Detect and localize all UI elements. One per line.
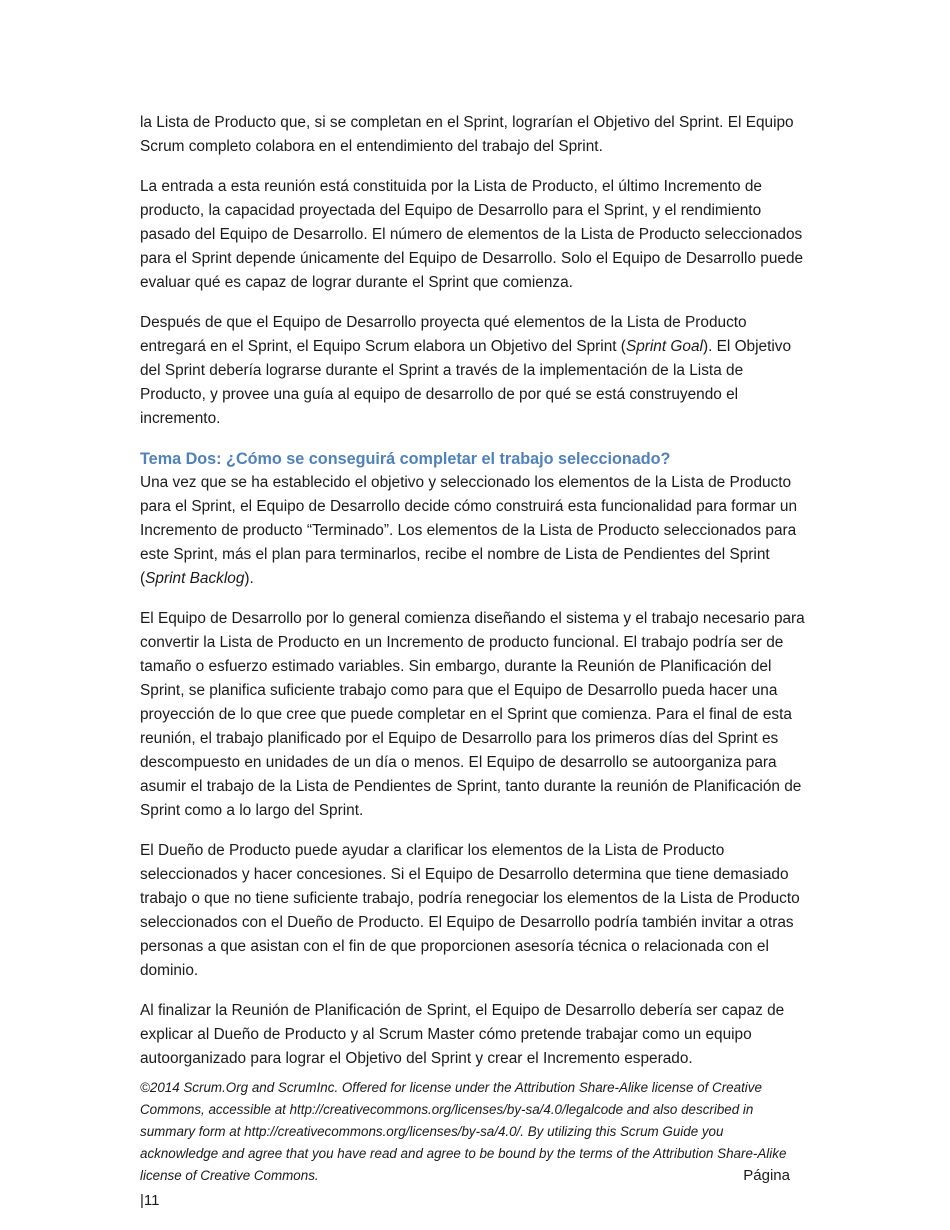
paragraph-7: Al finalizar la Reunión de Planificación de Sprint, el Equipo de Desarrollo debería ser capaz de explicar al Dueño de Producto y al Scrum Master cómo pretende trabajar como un equipo autoorganizado para lograr el Objetivo del Sprint y crear el Incremento esperado. <box>140 1002 785 1067</box>
page-number: |11 <box>140 1192 160 1209</box>
paragraph-3-text-b: ). El Objetivo del Sprint debería lograrse durante el Sprint a través de la implementación de la Lista de Producto, y provee una guía al equipo de desarrollo de por qué se está construyendo el incremento. <box>140 338 792 427</box>
page-label: Página <box>743 1167 790 1184</box>
paragraph-6: El Dueño de Producto puede ayudar a clarificar los elementos de la Lista de Producto seleccionados y hacer concesiones. Si el Equipo de Desarrollo determina que tiene demasiado trabajo o que no tiene suficiente trabajo, podría renegociar los elementos de la Lista de Producto seleccionados con el Dueño de Producto. El Equipo de Desarrollo podría también invitar a otras personas a que asistan con el fin de que proporcionen asesoría técnica o relacionada con el dominio. <box>140 842 800 979</box>
paragraph-1: la Lista de Producto que, si se completan en el Sprint, lograrían el Objetivo del Sprint. El Equipo Scrum completo colabora en el entendimiento del trabajo del Sprint. <box>140 114 794 155</box>
paragraph-4-emphasis: Sprint Backlog <box>145 570 245 587</box>
section-heading: Tema Dos: ¿Cómo se conseguirá completar el trabajo seleccionado? <box>140 450 671 468</box>
paragraph-5: El Equipo de Desarrollo por lo general comienza diseñando el sistema y el trabajo necesario para convertir la Lista de Producto en un Incremento de producto funcional. El trabajo podría ser de tamaño o esfuerzo estimado variables. Sin embargo, durante la Reunión de Planificación del Sprint, se planifica suficiente trabajo como para que el Equipo de Desarrollo pueda hacer una proyección de lo que cree que puede completar en el Sprint que comienza. Para el final de esta reunión, el trabajo planificado por el Equipo de Desarrollo para los primeros días del Sprint es descompuesto en unidades de un día o menos. El Equipo de desarrollo se autoorganiza para asumir el trabajo de la Lista de Pendientes de Sprint, tanto durante la reunión de Planificación de Sprint como a lo largo del Sprint. <box>140 610 805 819</box>
paragraph-2: La entrada a esta reunión está constituida por la Lista de Producto, el último Incremento de producto, la capacidad proyectada del Equipo de Desarrollo para el Sprint, y el rendimiento pasado del Equipo de Desarrollo. El número de elementos de la Lista de Producto seleccionados para el Sprint depende únicamente del Equipo de Desarrollo. Solo el Equipo de Desarrollo puede evaluar qué es capaz de lograr durante el Sprint que comienza. <box>140 178 804 291</box>
paragraph-3 <box>140 311 812 431</box>
paragraph-4 <box>140 471 812 591</box>
license-text: ©2014 Scrum.Org and ScrumInc. Offered for license under the Attribution Share-Alike license of Creative Commons, accessible at http://creativecommons.org/licenses/by-sa/4.0/legalcode and also described in summary form at http://creativecommons.org/licenses/by-sa/4.0/. By utilizing this Scrum Guide you acknowledge and agree that you have read and agree to be bound by the terms of the Attribution Share-Alike license of Creative Commons. <box>140 1080 787 1183</box>
license-footer <box>140 1077 800 1187</box>
paragraph-3-emphasis: Sprint Goal <box>625 338 703 355</box>
paragraph-3-text-a: Después de que el Equipo de Desarrollo proyecta qué elementos de la Lista de Producto entregará en el Sprint, el Equipo Scrum elabora un Objetivo del Sprint ( <box>140 314 747 355</box>
paragraph-4-text-a: Una vez que se ha establecido el objetivo y seleccionado los elementos de la Lista de Producto para el Sprint, el Equipo de Desarrollo decide cómo construirá esta funcionalidad para formar un Incremento de producto “Terminado”. Los elementos de la Lista de Producto seleccionados para este Sprint, más el plan para terminarlos, recibe el nombre de Lista de Pendientes del Sprint ( <box>140 474 798 587</box>
document-body <box>140 111 812 1087</box>
paragraph-4-text-b: ). <box>244 570 254 587</box>
